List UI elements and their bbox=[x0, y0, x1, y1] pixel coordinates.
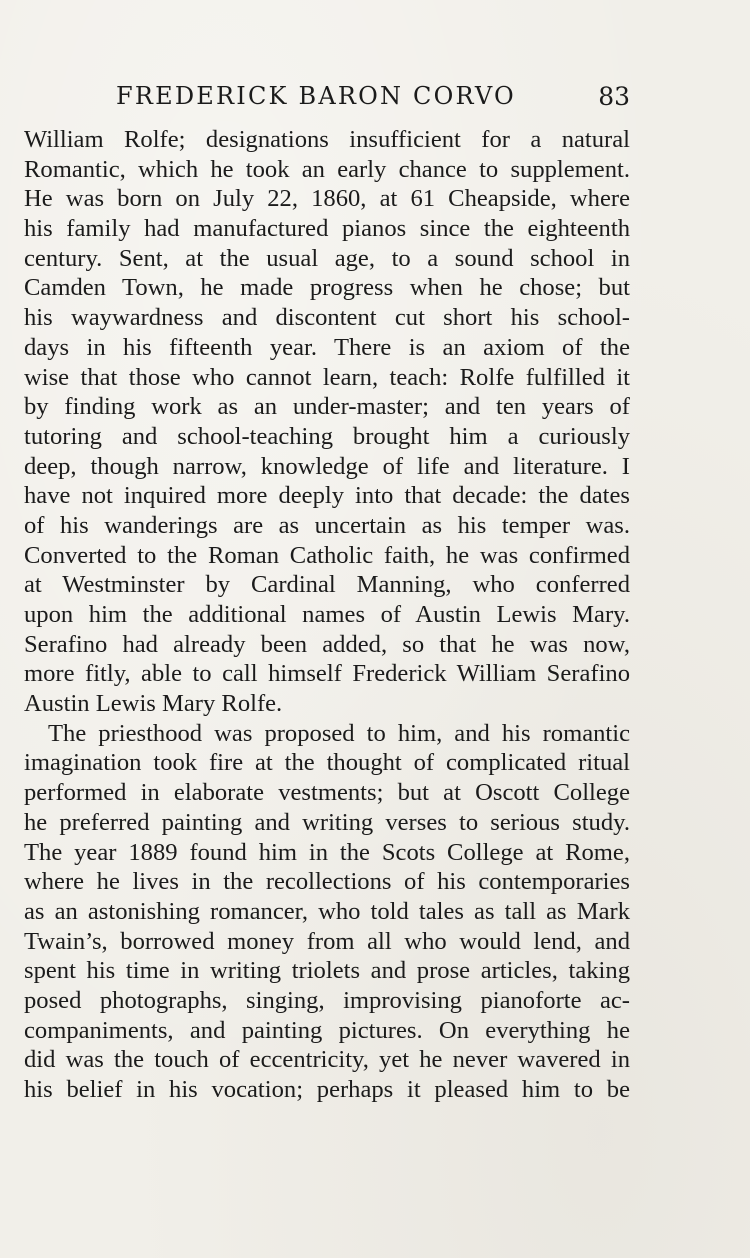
text-line: imagination took fire at the thought of complicated ritual bbox=[24, 749, 630, 777]
text-line: by finding work as an under-master; and ten years of bbox=[24, 393, 630, 421]
text-line: Austin Lewis Mary Rolfe. bbox=[24, 690, 283, 718]
text-line: spent his time in writing triolets and prose articles, taking bbox=[24, 957, 630, 985]
text-line: of his wanderings are as uncertain as his temper was. bbox=[24, 511, 630, 539]
text-line: upon him the additional names of Austin Lewis Mary. bbox=[24, 601, 630, 628]
text-line: century. Sent, at the usual age, to a sound school in bbox=[24, 244, 630, 272]
text-line: William Rolfe; designations insufficient for a natural bbox=[24, 126, 630, 153]
text-line: where he lives in the recollections of his contemporaries bbox=[24, 868, 630, 896]
text-line: have not inquired more deeply into that decade: the dates bbox=[24, 482, 630, 510]
text-line: as an astonishing romancer, who told tales as tall as Mark bbox=[24, 897, 630, 925]
text-line: days in his fifteenth year. There is an axiom of the bbox=[24, 333, 630, 361]
text-line: companiments, and painting pictures. On everything he bbox=[24, 1016, 630, 1044]
running-head bbox=[24, 80, 630, 114]
text-line: The year 1889 found him in the Scots College at Rome, bbox=[24, 838, 630, 866]
text-line: Converted to the Roman Catholic faith, he was confirmed bbox=[24, 541, 630, 569]
text-line: posed photographs, singing, improvising pianoforte ac- bbox=[24, 986, 630, 1014]
body-text bbox=[24, 125, 630, 1105]
text-line: his belief in his vocation; perhaps it pleased him to be bbox=[24, 1076, 630, 1103]
text-line: tutoring and school-teaching brought him a curiously bbox=[24, 422, 630, 450]
text-line: He was born on July 22, 1860, at 61 Cheapside, where bbox=[24, 185, 630, 213]
text-line: Twain’s, borrowed money from all who would lend, and bbox=[24, 927, 630, 955]
text-line: at Westminster by Cardinal Manning, who conferred bbox=[24, 571, 630, 599]
running-head-title: FREDERICK BARON CORVO bbox=[116, 82, 516, 110]
text-line: wise that those who cannot learn, teach: Rolfe fulfilled it bbox=[24, 363, 630, 391]
page-number: 83 bbox=[598, 82, 630, 111]
text-line: he preferred painting and writing verses to serious study. bbox=[24, 808, 630, 836]
text-line: his waywardness and discontent cut short his school- bbox=[24, 304, 630, 332]
text-line: his family had manufactured pianos since the eighteenth bbox=[24, 215, 630, 243]
text-line: The priesthood was proposed to him, and his romantic bbox=[48, 719, 630, 747]
text-line: did was the touch of eccentricity, yet he never wavered in bbox=[24, 1046, 630, 1074]
text-line: Camden Town, he made progress when he chose; but bbox=[24, 274, 630, 302]
text-line: performed in elaborate vestments; but at Oscott College bbox=[24, 779, 630, 807]
text-line: deep, though narrow, knowledge of life and literature. I bbox=[24, 452, 630, 480]
text-line: Romantic, which he took an early chance to supplement. bbox=[24, 155, 630, 183]
text-line: more fitly, able to call himself Frederick William Serafino bbox=[24, 660, 630, 688]
text-line: Serafino had already been added, so that he was now, bbox=[24, 630, 630, 658]
